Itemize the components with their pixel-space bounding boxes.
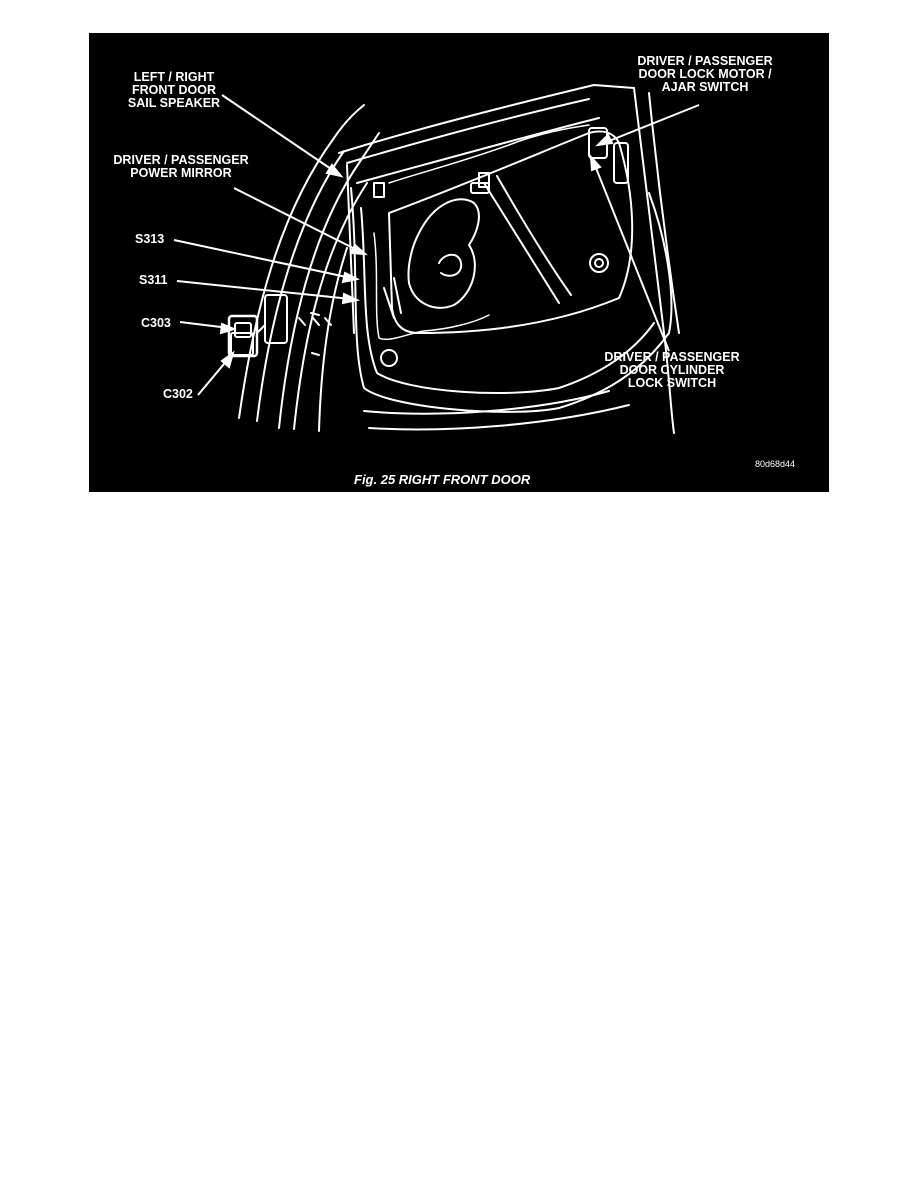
label-s313: S313 bbox=[135, 232, 165, 246]
regulator-motor bbox=[408, 199, 478, 308]
label-s311: S311 bbox=[139, 273, 168, 287]
leader-power-mirror bbox=[234, 188, 359, 251]
figure-code: 80d68d44 bbox=[755, 459, 796, 469]
label-lock-motor: DRIVER / PASSENGER DOOR LOCK MOTOR / AJAR SWITCH bbox=[637, 54, 773, 94]
leader-s311 bbox=[177, 281, 351, 299]
label-cylinder-switch: DRIVER / PASSENGER DOOR CYLINDER LOCK SWITCH bbox=[604, 350, 740, 390]
label-c303: C303 bbox=[141, 316, 171, 330]
door-wiring-figure bbox=[89, 33, 829, 492]
label-power-mirror: DRIVER / PASSENGER POWER MIRROR bbox=[113, 153, 249, 180]
leader-s313 bbox=[174, 240, 351, 278]
label-c302: C302 bbox=[163, 387, 193, 401]
figure-caption: Fig. 25 RIGHT FRONT DOOR bbox=[354, 472, 531, 487]
label-sail-speaker: LEFT / RIGHT FRONT DOOR SAIL SPEAKER bbox=[127, 70, 221, 110]
speaker-opening bbox=[590, 254, 608, 272]
